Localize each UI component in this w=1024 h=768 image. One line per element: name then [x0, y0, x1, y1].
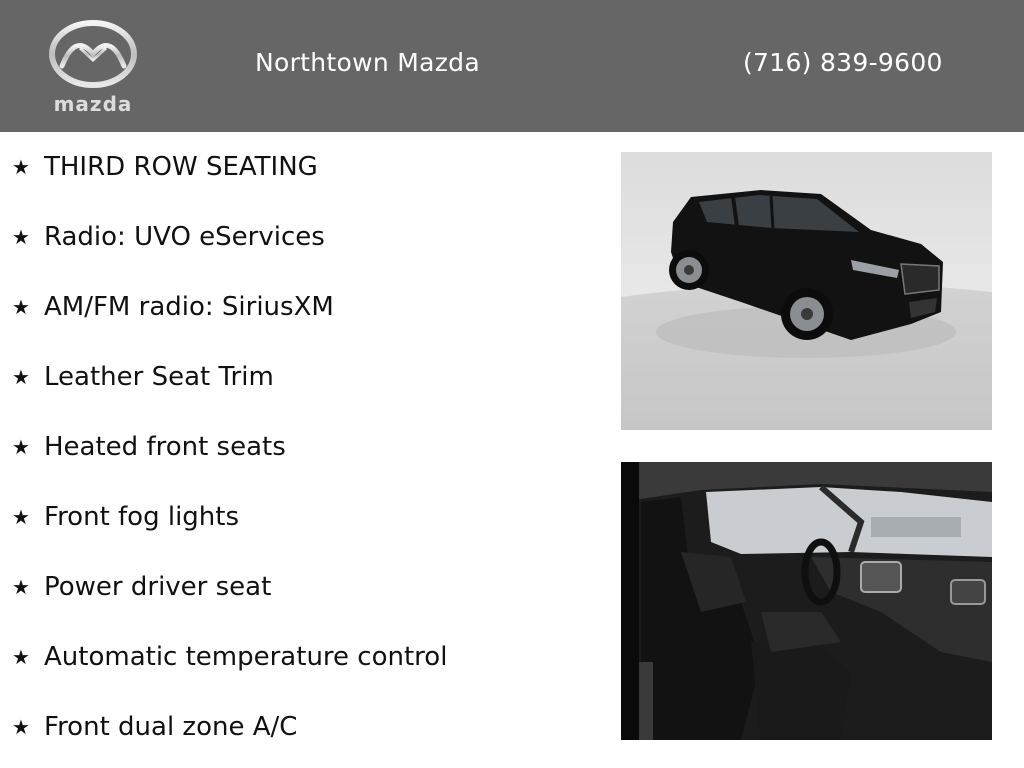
feature-item: [12, 357, 274, 397]
dealer-phone: (716) 839-9600: [743, 48, 943, 77]
feature-item: [12, 427, 286, 467]
star-icon: ★: [12, 575, 30, 599]
feature-item: [12, 637, 447, 677]
feature-label: Radio: UVO eServices: [44, 222, 325, 252]
feature-label: THIRD ROW SEATING: [44, 152, 318, 182]
feature-label: Front fog lights: [44, 502, 240, 532]
feature-item: [12, 217, 325, 257]
feature-item: [12, 147, 318, 187]
vehicle-interior-photo: [621, 462, 992, 740]
star-icon: ★: [12, 365, 30, 389]
suv-interior-image: [621, 462, 992, 740]
dealer-name: Northtown Mazda: [255, 48, 480, 77]
feature-item: [12, 497, 239, 537]
header-bar: [0, 0, 1024, 132]
star-icon: ★: [12, 155, 30, 179]
star-icon: ★: [12, 715, 30, 739]
star-icon: ★: [12, 435, 30, 459]
feature-label: Front dual zone A/C: [44, 712, 298, 742]
mazda-logo: [40, 18, 146, 118]
star-icon: ★: [12, 225, 30, 249]
star-icon: ★: [12, 505, 30, 529]
feature-label: Automatic temperature control: [44, 642, 448, 672]
star-icon: ★: [12, 295, 30, 319]
star-icon: ★: [12, 645, 30, 669]
vehicle-exterior-photo: [621, 152, 992, 430]
suv-exterior-image: [621, 152, 992, 430]
feature-label: Power driver seat: [44, 572, 272, 602]
feature-label: Leather Seat Trim: [44, 362, 274, 392]
mazda-emblem-icon: [40, 18, 146, 90]
mazda-wordmark: mazda: [53, 92, 133, 116]
feature-item: [12, 707, 297, 747]
feature-label: AM/FM radio: SiriusXM: [44, 292, 334, 322]
feature-item: [12, 287, 334, 327]
feature-label: Heated front seats: [44, 432, 286, 462]
feature-item: [12, 567, 271, 607]
